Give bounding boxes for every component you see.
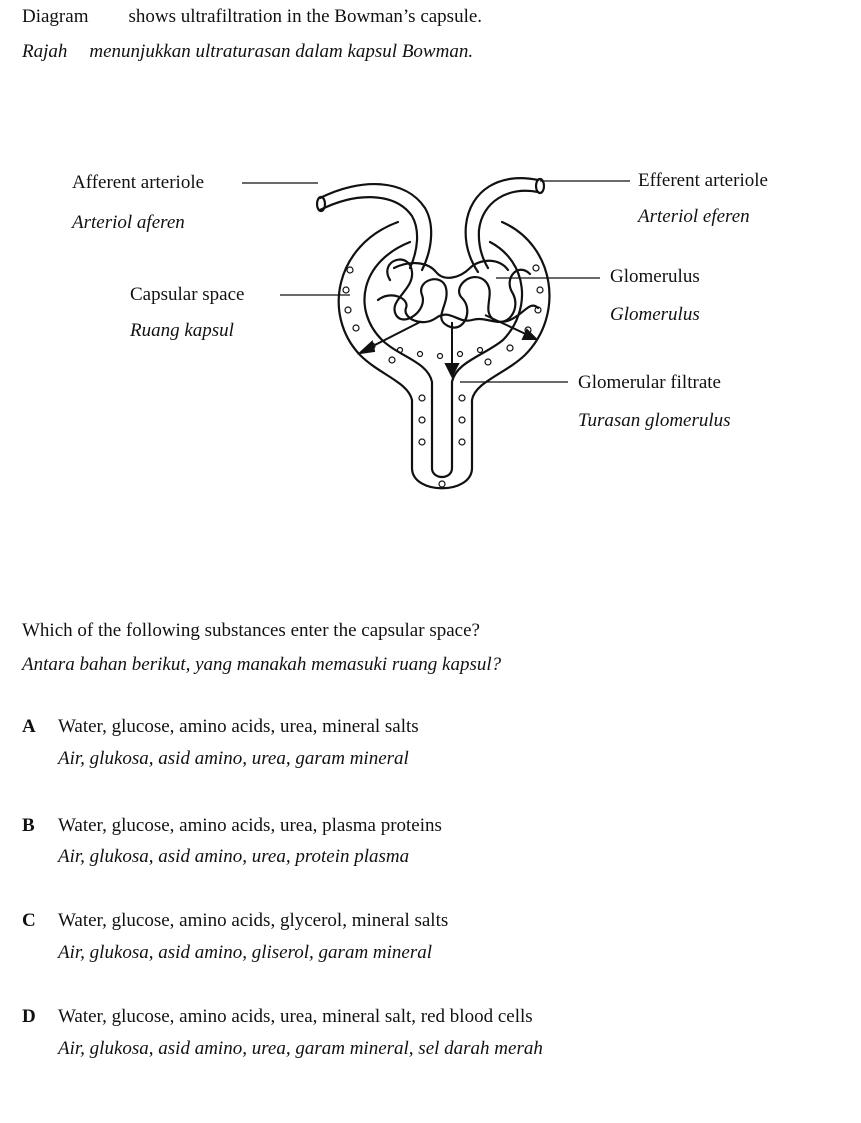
label-capsular-space-malay: Ruang kapsul <box>130 320 234 341</box>
option-letter: A <box>22 716 36 737</box>
option-text-english: Water, glucose, amino acids, glycerol, mineral salts <box>58 910 449 931</box>
label-afferent-arteriole-malay: Arteriol aferen <box>72 212 185 233</box>
option-text-english: Water, glucose, amino acids, urea, mineral salt, red blood cells <box>58 1006 533 1027</box>
intro-english-diagram-word: Diagram <box>22 6 89 27</box>
label-leader-lines <box>242 181 630 382</box>
label-afferent-arteriole: Afferent arteriole <box>72 172 205 193</box>
intro-english-text: shows ultrafiltration in the Bowman’s capsule. <box>128 6 483 27</box>
option-letter: B <box>22 815 35 836</box>
afferent-arteriole-tube-inner <box>320 197 417 268</box>
label-efferent-arteriole-malay: Arteriol eferen <box>638 206 750 227</box>
label-glomerular-filtrate-malay: Turasan glomerulus <box>578 410 731 431</box>
label-glomerular-filtrate: Glomerular filtrate <box>578 372 721 393</box>
label-capsular-space: Capsular space <box>130 284 245 305</box>
label-efferent-arteriole: Efferent arteriole <box>638 170 768 191</box>
capsule-cells <box>343 265 543 487</box>
option-letter: D <box>22 1006 36 1027</box>
option-letter: C <box>22 910 36 931</box>
capsule-outer-wall <box>339 222 550 488</box>
intro-malay-text: menunjukkan ultraturasan dalam kapsul Bowman. <box>89 41 474 62</box>
intro-malay <box>22 41 473 63</box>
option-text-malay: Air, glukosa, asid amino, gliserol, garam mineral <box>58 942 433 963</box>
label-glomerulus: Glomerulus <box>610 266 700 287</box>
intro-english <box>22 6 482 28</box>
label-glomerulus-malay: Glomerulus <box>610 304 700 325</box>
option-text-english: Water, glucose, amino acids, urea, plasma proteins <box>58 815 442 836</box>
option-text-malay: Air, glukosa, asid amino, urea, garam mineral <box>58 748 409 769</box>
question-malay: Antara bahan berikut, yang manakah memasuki ruang kapsul? <box>22 654 502 675</box>
option-text-english: Water, glucose, amino acids, urea, mineral salts <box>58 716 419 737</box>
efferent-arteriole-tube-outer <box>466 178 538 272</box>
option-text-malay: Air, glukosa, asid amino, urea, garam mineral, sel darah merah <box>58 1038 543 1059</box>
intro-malay-rajah-word: Rajah <box>22 41 68 62</box>
question-english: Which of the following substances enter the capsular space? <box>22 620 480 641</box>
bowmans-capsule-diagram <box>60 150 840 500</box>
option-text-malay: Air, glukosa, asid amino, urea, protein plasma <box>58 846 410 867</box>
